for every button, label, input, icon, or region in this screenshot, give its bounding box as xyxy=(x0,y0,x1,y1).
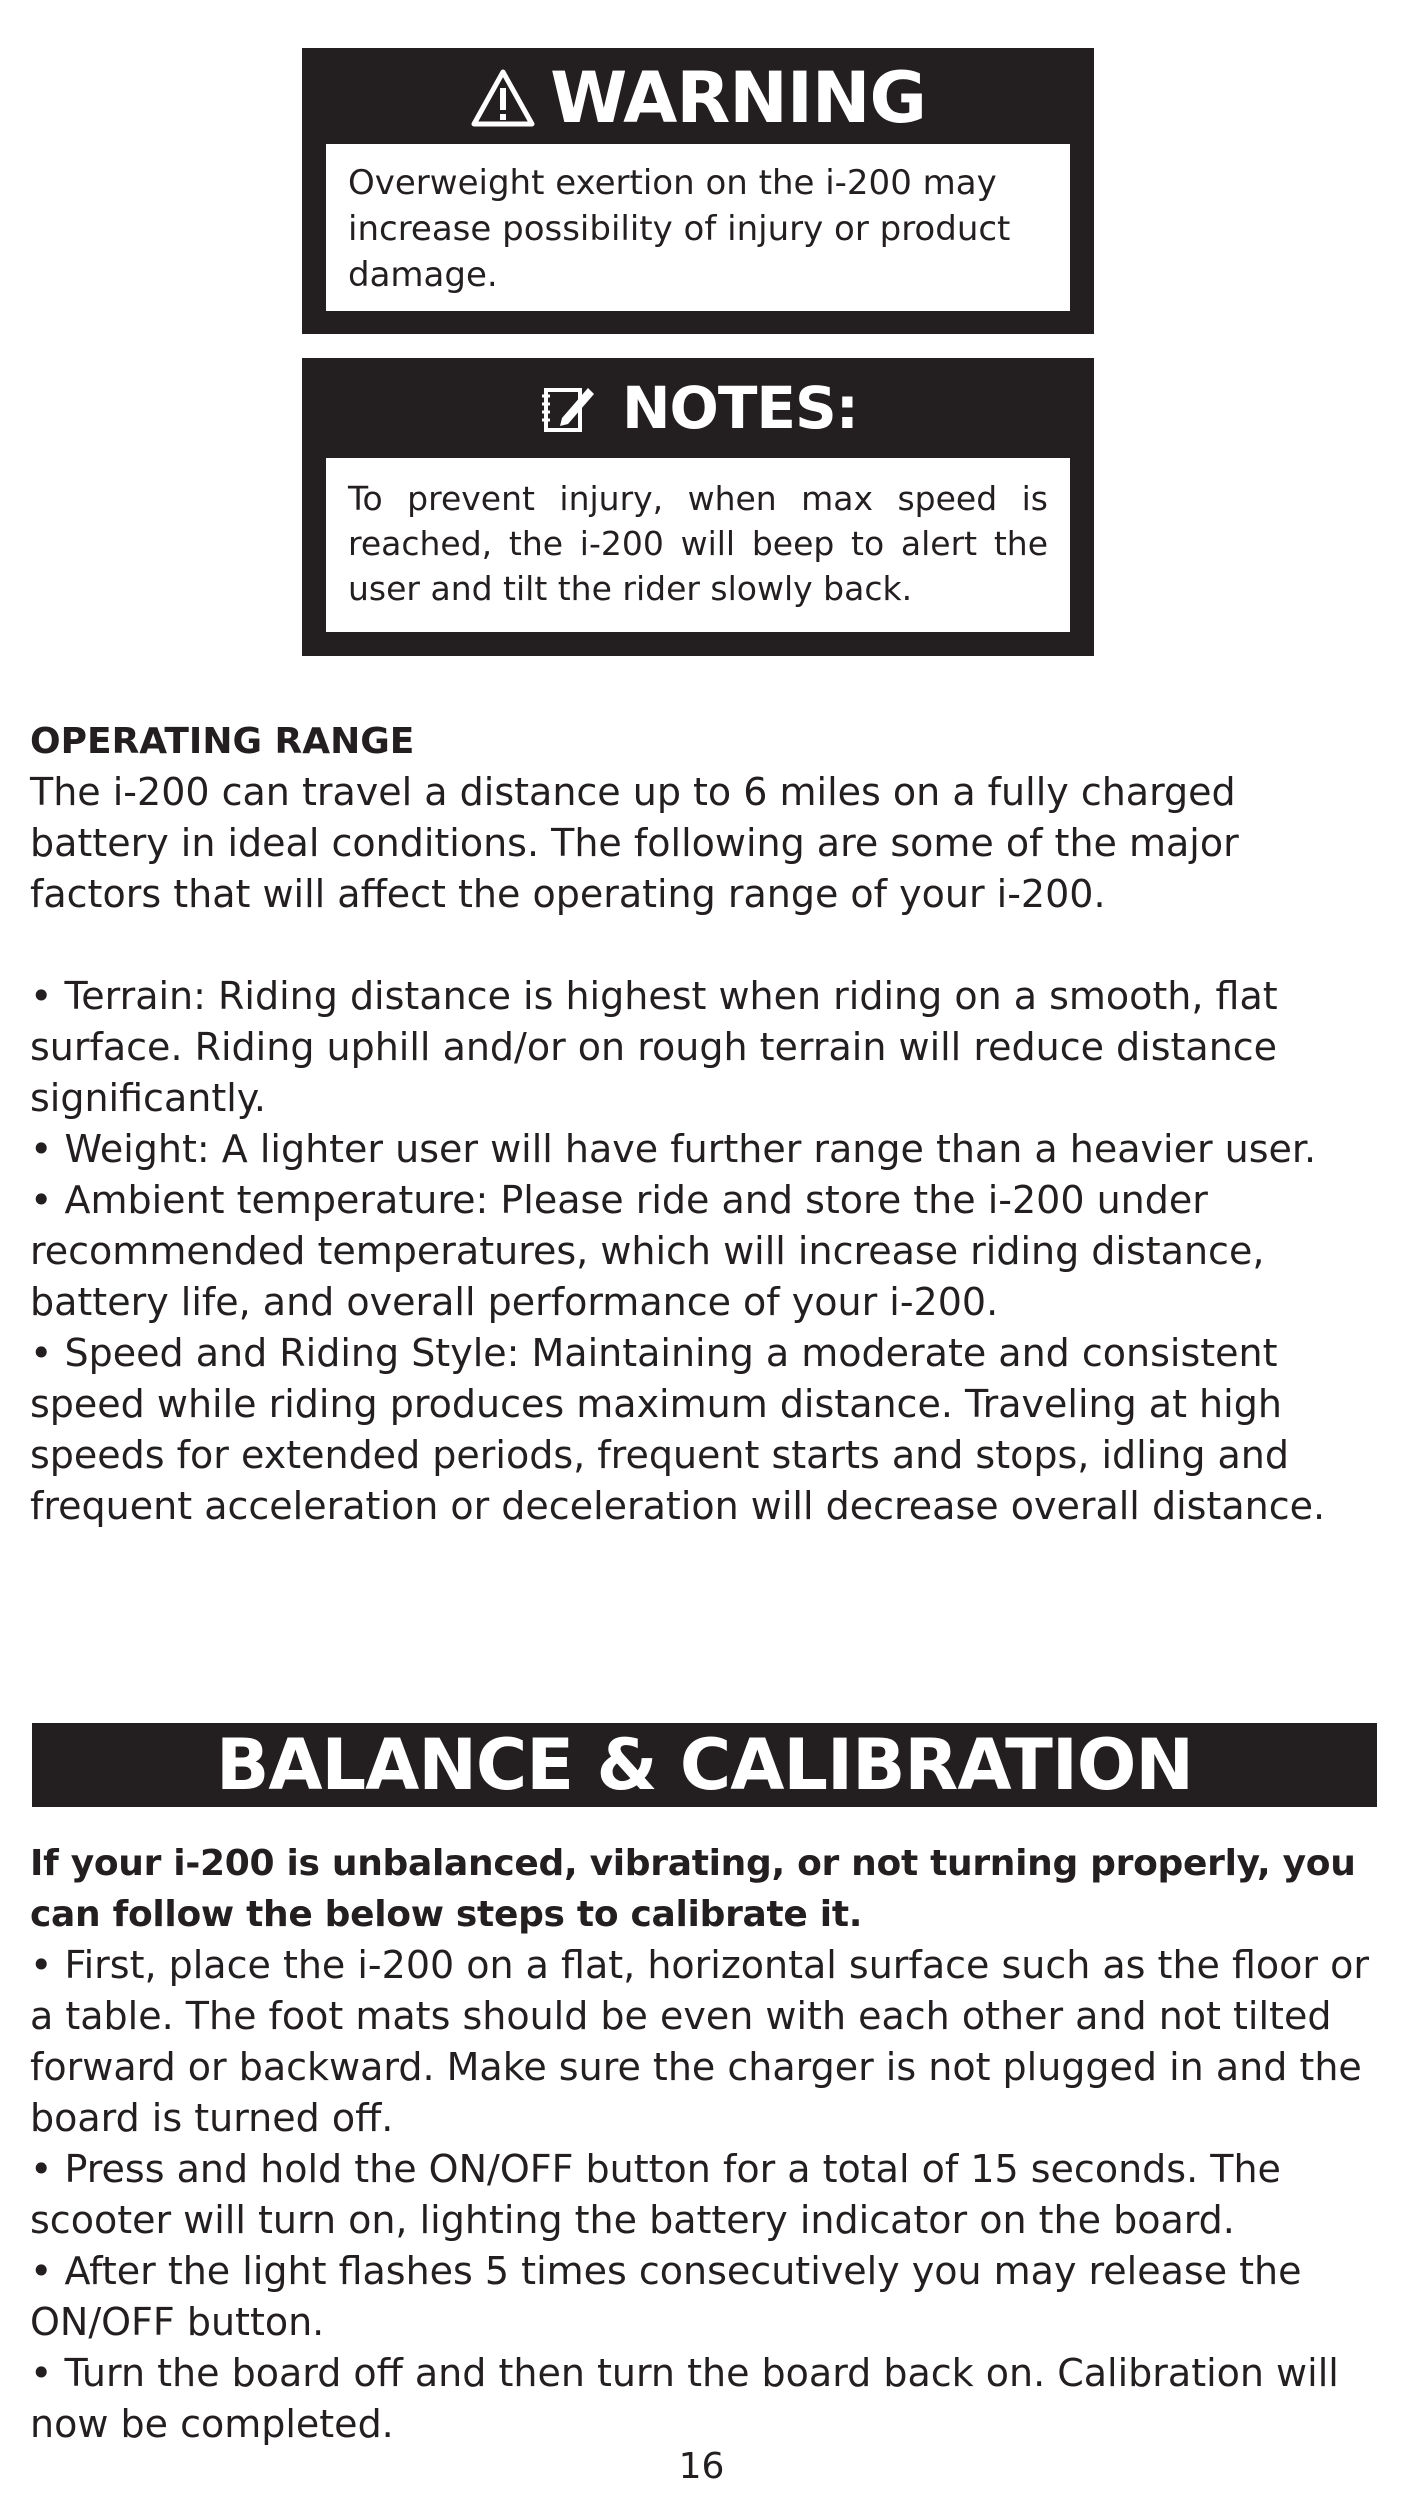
notes-header xyxy=(302,358,1094,458)
balance-calibration-banner: BALANCE & CALIBRATION xyxy=(32,1723,1377,1807)
calibration-step: • Press and hold the ON/OFF button for a total of 15 seconds. The scooter will turn on, lighting the battery indicator on the board. xyxy=(30,2147,1281,2242)
operating-range-bullet: • Ambient temperature: Please ride and store the i-200 under recommended temperatures, which will increase riding distance, battery life, and overall performance of your i-200. xyxy=(30,1178,1265,1324)
calibration-step: • First, place the i-200 on a flat, horizontal surface such as the floor or a table. The foot mats should be even with each other and not tilted forward or backward. Make sure the charger is not plugged in and the board is turned off. xyxy=(30,1943,1369,2140)
warning-box xyxy=(302,48,1094,334)
warning-header xyxy=(302,48,1094,148)
notes-text: To prevent injury, when max speed is reached, the i-200 will beep to alert the user and tilt the rider slowly back. xyxy=(326,458,1070,632)
page-number: 16 xyxy=(678,2446,725,2487)
operating-range-heading: OPERATING RANGE xyxy=(30,721,415,762)
operating-range-intro: The i-200 can travel a distance up to 6 miles on a fully charged battery in ideal conditions. The following are some of the major factors that will affect the operating range of your i-200. xyxy=(30,770,1239,916)
warning-title: WARNING xyxy=(550,57,926,139)
calibration-step: • Turn the board off and then turn the board back on. Calibration will now be completed. xyxy=(30,2351,1339,2446)
operating-range-bullet: • Terrain: Riding distance is highest when riding on a smooth, flat surface. Riding uphill and/or on rough terrain will reduce distance significantly. xyxy=(30,974,1278,1120)
operating-range-bullet: • Speed and Riding Style: Maintaining a moderate and consistent speed while riding produces maximum distance. Traveling at high speeds for extended periods, frequent starts and stops, idling and frequent acceleration or deceleration will decrease overall distance. xyxy=(30,1331,1326,1528)
calibration-section xyxy=(30,1838,1370,2450)
notes-box xyxy=(302,358,1094,656)
calibration-step: • After the light flashes 5 times consecutively you may release the ON/OFF button. xyxy=(30,2249,1302,2344)
operating-range-bullet: • Weight: A lighter user will have further range than a heavier user. xyxy=(30,1127,1317,1171)
calibration-lead: If your i-200 is unbalanced, vibrating, or not turning properly, you can follow the below steps to calibrate it. xyxy=(30,1843,1356,1935)
warning-text: Overweight exertion on the i-200 may increase possibility of injury or product damage. xyxy=(326,144,1070,311)
note-pencil-icon xyxy=(538,380,598,436)
operating-range-section xyxy=(30,716,1370,1532)
warning-triangle-icon xyxy=(470,68,536,128)
notes-title: NOTES: xyxy=(622,374,858,442)
